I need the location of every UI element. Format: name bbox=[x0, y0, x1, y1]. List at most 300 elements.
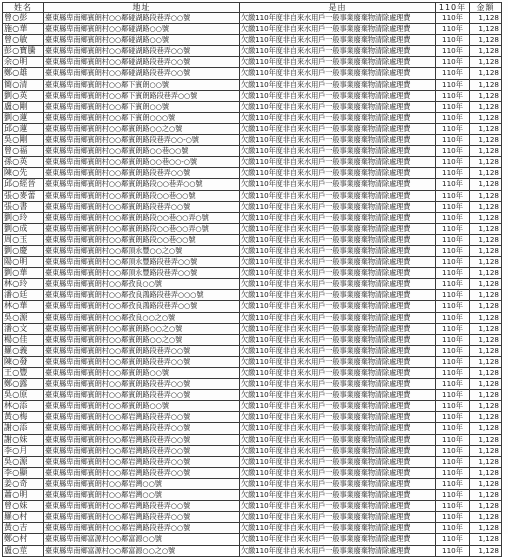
cell-year: 110年 bbox=[436, 68, 470, 79]
table-row bbox=[3, 312, 502, 323]
cell-name: 邱○蓮 bbox=[3, 123, 44, 134]
cell-year: 110年 bbox=[436, 523, 470, 534]
table-row bbox=[3, 290, 502, 301]
cell-reason: 欠繳110年度非自來水用戶一般事業廢棄物清除處理費 bbox=[240, 445, 436, 456]
cell-amount: 1,128 bbox=[470, 146, 502, 157]
table-row bbox=[3, 13, 502, 24]
cell-address: 臺東縣卑南鄉富源村○○鄰富源○○之○號 bbox=[44, 545, 240, 556]
table-row bbox=[3, 390, 502, 401]
table-row bbox=[3, 356, 502, 367]
cell-year: 110年 bbox=[436, 257, 470, 268]
table-row bbox=[3, 501, 502, 512]
table-row bbox=[3, 334, 502, 345]
table-row bbox=[3, 135, 502, 146]
header-name: 姓名 bbox=[3, 3, 44, 13]
cell-amount: 1,128 bbox=[470, 290, 502, 301]
cell-address: 臺東縣卑南鄉賓朗村○○鄰賓朗路段○○巷○○號 bbox=[44, 234, 240, 245]
cell-amount: 1,128 bbox=[470, 123, 502, 134]
cell-reason: 欠繳110年度非自來水用戶一般事業廢棄物清除處理費 bbox=[240, 112, 436, 123]
cell-address: 臺東縣卑南鄉賓朗村○○鄰碰湖路段巷弄○○號 bbox=[44, 13, 240, 24]
cell-year: 110年 bbox=[436, 168, 470, 179]
table-row bbox=[3, 379, 502, 390]
cell-amount: 1,128 bbox=[470, 434, 502, 445]
cell-amount: 1,128 bbox=[470, 467, 502, 478]
cell-year: 110年 bbox=[436, 234, 470, 245]
table-row bbox=[3, 201, 502, 212]
cell-reason: 欠繳110年度非自來水用戶一般事業廢棄物清除處理費 bbox=[240, 456, 436, 467]
cell-year: 110年 bbox=[436, 90, 470, 101]
cell-amount: 1,128 bbox=[470, 257, 502, 268]
header-address: 地址 bbox=[44, 3, 240, 13]
table-row bbox=[3, 245, 502, 256]
cell-year: 110年 bbox=[436, 146, 470, 157]
cell-year: 110年 bbox=[436, 412, 470, 423]
cell-amount: 1,128 bbox=[470, 13, 502, 24]
cell-reason: 欠繳110年度非自來水用戶一般事業廢棄物清除處理費 bbox=[240, 146, 436, 157]
cell-year: 110年 bbox=[436, 157, 470, 168]
cell-name: 李○顯 bbox=[3, 467, 44, 478]
cell-address: 臺東縣卑南鄉賓朗村○○鄰賓朗路○○之○號 bbox=[44, 323, 240, 334]
cell-address: 臺東縣卑南鄉賓朗村○○鄰碰湖路段巷弄○○號 bbox=[44, 57, 240, 68]
cell-name: 羅○村 bbox=[3, 512, 44, 523]
cell-amount: 1,128 bbox=[470, 190, 502, 201]
cell-reason: 欠繳110年度非自來水用戶一般事業廢棄物清除處理費 bbox=[240, 356, 436, 367]
table-row bbox=[3, 512, 502, 523]
cell-name: 潘○文 bbox=[3, 323, 44, 334]
cell-address: 臺東縣卑南鄉賓朗村○○鄰賓朗路○○號 bbox=[44, 401, 240, 412]
cell-reason: 欠繳110年度非自來水用戶一般事業廢棄物清除處理費 bbox=[240, 46, 436, 57]
table-row bbox=[3, 190, 502, 201]
cell-address: 臺東縣卑南鄉賓朗村○○鄰碰湖路○○號 bbox=[44, 35, 240, 46]
cell-address: 臺東縣卑南鄉賓朗村○○鄰岩灣路段巷弄○○號 bbox=[44, 445, 240, 456]
cell-name: 吳○原 bbox=[3, 390, 44, 401]
cell-address: 臺東縣卑南鄉賓朗村○○鄰岩灣路段巷弄○○號 bbox=[44, 423, 240, 434]
table-row bbox=[3, 179, 502, 190]
cell-year: 110年 bbox=[436, 312, 470, 323]
cell-year: 110年 bbox=[436, 534, 470, 545]
cell-reason: 欠繳110年度非自來水用戶一般事業廢棄物清除處理費 bbox=[240, 234, 436, 245]
table-row bbox=[3, 146, 502, 157]
cell-address: 臺東縣卑南鄉賓朗村○○鄰賓朗路段巷弄○○號 bbox=[44, 345, 240, 356]
cell-reason: 欠繳110年度非自來水用戶一般事業廢棄物清除處理費 bbox=[240, 368, 436, 379]
cell-name: 陽○明 bbox=[3, 257, 44, 268]
cell-name: 吳○源 bbox=[3, 312, 44, 323]
cell-amount: 1,128 bbox=[470, 390, 502, 401]
cell-address: 臺東縣卑南鄉賓朗村○○鄰岩灣○○號 bbox=[44, 490, 240, 501]
table-row bbox=[3, 345, 502, 356]
cell-address: 臺東縣卑南鄉賓朗村○○鄰賓朗路段巷弄○○號 bbox=[44, 201, 240, 212]
cell-name: 曾○彭 bbox=[3, 13, 44, 24]
cell-address: 臺東縣卑南鄉賓朗村○○鄰賓朗路段巷弄○○號 bbox=[44, 168, 240, 179]
cell-amount: 1,128 bbox=[470, 512, 502, 523]
cell-name: 蕭○明 bbox=[3, 490, 44, 501]
cell-reason: 欠繳110年度非自來水用戶一般事業廢棄物清除處理費 bbox=[240, 323, 436, 334]
cell-amount: 1,128 bbox=[470, 46, 502, 57]
cell-year: 110年 bbox=[436, 268, 470, 279]
cell-year: 110年 bbox=[436, 334, 470, 345]
cell-year: 110年 bbox=[436, 401, 470, 412]
cell-reason: 欠繳110年度非自來水用戶一般事業廢棄物清除處理費 bbox=[240, 301, 436, 312]
cell-year: 110年 bbox=[436, 13, 470, 24]
cell-reason: 欠繳110年度非自來水用戶一般事業廢棄物清除處理費 bbox=[240, 467, 436, 478]
cell-amount: 1,128 bbox=[470, 490, 502, 501]
table-body bbox=[3, 13, 502, 557]
cell-reason: 欠繳110年度非自來水用戶一般事業廢棄物清除處理費 bbox=[240, 434, 436, 445]
cell-year: 110年 bbox=[436, 101, 470, 112]
cell-year: 110年 bbox=[436, 57, 470, 68]
cell-reason: 欠繳110年度非自來水用戶一般事業廢棄物清除處理費 bbox=[240, 157, 436, 168]
cell-amount: 1,128 bbox=[470, 112, 502, 123]
cell-name: 謝○妹 bbox=[3, 434, 44, 445]
cell-address: 臺東縣卑南鄉賓朗村○○鄰頂永豐○○之○號 bbox=[44, 245, 240, 256]
cell-year: 110年 bbox=[436, 190, 470, 201]
cell-reason: 欠繳110年度非自來水用戶一般事業廢棄物清除處理費 bbox=[240, 334, 436, 345]
cell-address: 臺東縣卑南鄉賓朗村○○鄰岩灣路段巷弄○○號 bbox=[44, 523, 240, 534]
cell-reason: 欠繳110年度非自來水用戶一般事業廢棄物清除處理費 bbox=[240, 379, 436, 390]
cell-address: 臺東縣卑南鄉賓朗村○○鄰岩灣○○號 bbox=[44, 478, 240, 489]
cell-address: 臺東縣卑南鄉賓朗村○○鄰賓朗路○○巷○○-○號 bbox=[44, 157, 240, 168]
cell-address: 臺東縣卑南鄉賓朗村○○鄰賓朗路段巷弄○○號 bbox=[44, 390, 240, 401]
cell-address: 臺東縣卑南鄉賓朗村○○鄰頂永豐路段巷弄○○號 bbox=[44, 257, 240, 268]
cell-amount: 1,128 bbox=[470, 534, 502, 545]
cell-amount: 1,128 bbox=[470, 323, 502, 334]
cell-address: 臺東縣卑南鄉賓朗村○○鄰碰湖路段巷弄○○號 bbox=[44, 68, 240, 79]
cell-address: 臺東縣卑南鄉賓朗村○○鄰孜良○○之○號 bbox=[44, 312, 240, 323]
cell-reason: 欠繳110年度非自來水用戶一般事業廢棄物清除處理費 bbox=[240, 478, 436, 489]
table-row bbox=[3, 478, 502, 489]
cell-address: 臺東縣卑南鄉賓朗村○○鄰碰湖路段巷弄○○號 bbox=[44, 46, 240, 57]
cell-address: 臺東縣卑南鄉賓朗村○○鄰孜良鴻路段巷弄○○○號 bbox=[44, 290, 240, 301]
cell-amount: 1,128 bbox=[470, 223, 502, 234]
cell-address: 臺東縣卑南鄉賓朗村○○鄰賓朗路段○○巷○○號 bbox=[44, 190, 240, 201]
table-row bbox=[3, 68, 502, 79]
cell-amount: 1,128 bbox=[470, 334, 502, 345]
cell-reason: 欠繳110年度非自來水用戶一般事業廢棄物清除處理費 bbox=[240, 312, 436, 323]
table-row bbox=[3, 490, 502, 501]
table-row bbox=[3, 434, 502, 445]
cell-amount: 1,128 bbox=[470, 35, 502, 46]
cell-name: 王○豐 bbox=[3, 368, 44, 379]
cell-address: 臺東縣卑南鄉賓朗村○○鄰賓朗路段巷弄○○號 bbox=[44, 379, 240, 390]
cell-year: 110年 bbox=[436, 112, 470, 123]
cell-amount: 1,128 bbox=[470, 157, 502, 168]
cell-amount: 1,128 bbox=[470, 168, 502, 179]
header-amount: 金額 bbox=[470, 3, 502, 13]
table-row bbox=[3, 268, 502, 279]
table-row bbox=[3, 90, 502, 101]
cell-name: 劉○華 bbox=[3, 268, 44, 279]
cell-reason: 欠繳110年度非自來水用戶一般事業廢棄物清除處理費 bbox=[240, 245, 436, 256]
cell-year: 110年 bbox=[436, 467, 470, 478]
cell-year: 110年 bbox=[436, 301, 470, 312]
cell-year: 110年 bbox=[436, 24, 470, 35]
cell-address: 臺東縣卑南鄉賓朗村○○鄰下賓朗○○號 bbox=[44, 79, 240, 90]
table-row bbox=[3, 401, 502, 412]
cell-year: 110年 bbox=[436, 279, 470, 290]
cell-name: 曾○敏 bbox=[3, 35, 44, 46]
cell-name: 林○華 bbox=[3, 301, 44, 312]
cell-amount: 1,128 bbox=[470, 423, 502, 434]
cell-name: 吳○剛 bbox=[3, 135, 44, 146]
cell-amount: 1,128 bbox=[470, 234, 502, 245]
cell-address: 臺東縣卑南鄉賓朗村○○鄰岩灣路段巷弄○○號 bbox=[44, 456, 240, 467]
table-row bbox=[3, 123, 502, 134]
cell-amount: 1,128 bbox=[470, 101, 502, 112]
cell-name: 張○麥蕾 bbox=[3, 190, 44, 201]
cell-amount: 1,128 bbox=[470, 523, 502, 534]
cell-name: 彭○寶騰 bbox=[3, 46, 44, 57]
header-row bbox=[3, 3, 502, 13]
cell-reason: 欠繳110年度非自來水用戶一般事業廢棄物清除處理費 bbox=[240, 79, 436, 90]
cell-amount: 1,128 bbox=[470, 456, 502, 467]
cell-address: 臺東縣卑南鄉賓朗村○○鄰下賓朗○○○號 bbox=[44, 112, 240, 123]
cell-name: 劉○玲 bbox=[3, 212, 44, 223]
cell-amount: 1,128 bbox=[470, 279, 502, 290]
cell-year: 110年 bbox=[436, 390, 470, 401]
cell-amount: 1,128 bbox=[470, 201, 502, 212]
cell-reason: 欠繳110年度非自來水用戶一般事業廢棄物清除處理費 bbox=[240, 68, 436, 79]
cell-name: 謝○添 bbox=[3, 423, 44, 434]
cell-address: 臺東縣卑南鄉賓朗村○○鄰賓朗路○○號 bbox=[44, 368, 240, 379]
cell-amount: 1,128 bbox=[470, 179, 502, 190]
table-row bbox=[3, 545, 502, 556]
cell-year: 110年 bbox=[436, 490, 470, 501]
cell-name: 鄭○雄 bbox=[3, 68, 44, 79]
cell-name: 張○書 bbox=[3, 201, 44, 212]
table-row bbox=[3, 301, 502, 312]
cell-name: 周○玉 bbox=[3, 234, 44, 245]
cell-name: 孫○英 bbox=[3, 157, 44, 168]
cell-name: 羅○義 bbox=[3, 345, 44, 356]
cell-name: 劉○英 bbox=[3, 90, 44, 101]
cell-reason: 欠繳110年度非自來水用戶一般事業廢棄物清除處理費 bbox=[240, 534, 436, 545]
table-row bbox=[3, 223, 502, 234]
cell-name: 林○玲 bbox=[3, 279, 44, 290]
cell-year: 110年 bbox=[436, 79, 470, 90]
cell-address: 臺東縣卑南鄉賓朗村○○鄰賓朗路段巷弄○○號 bbox=[44, 356, 240, 367]
cell-name: 邱○經晉 bbox=[3, 179, 44, 190]
cell-amount: 1,128 bbox=[470, 445, 502, 456]
cell-reason: 欠繳110年度非自來水用戶一般事業廢棄物清除處理費 bbox=[240, 201, 436, 212]
cell-name: 劉○成 bbox=[3, 223, 44, 234]
cell-amount: 1,128 bbox=[470, 90, 502, 101]
cell-reason: 欠繳110年度非自來水用戶一般事業廢棄物清除處理費 bbox=[240, 168, 436, 179]
cell-year: 110年 bbox=[436, 35, 470, 46]
cell-address: 臺東縣卑南鄉賓朗村○○鄰碰湖路○○號 bbox=[44, 24, 240, 35]
cell-amount: 1,128 bbox=[470, 245, 502, 256]
cell-amount: 1,128 bbox=[470, 412, 502, 423]
cell-reason: 欠繳110年度非自來水用戶一般事業廢棄物清除處理費 bbox=[240, 135, 436, 146]
table-row bbox=[3, 257, 502, 268]
header-reason: 是由 bbox=[240, 3, 436, 13]
cell-name: 曾○福 bbox=[3, 146, 44, 157]
cell-address: 臺東縣卑南鄉賓朗村○○鄰賓朗路段巷弄○○-○號 bbox=[44, 135, 240, 146]
cell-year: 110年 bbox=[436, 478, 470, 489]
cell-year: 110年 bbox=[436, 512, 470, 523]
table-row bbox=[3, 423, 502, 434]
table-row bbox=[3, 523, 502, 534]
cell-name: 吳○源 bbox=[3, 456, 44, 467]
cell-name: 陳○發 bbox=[3, 356, 44, 367]
cell-reason: 欠繳110年度非自來水用戶一般事業廢棄物清除處理費 bbox=[240, 268, 436, 279]
table-row bbox=[3, 445, 502, 456]
cell-amount: 1,128 bbox=[470, 478, 502, 489]
cell-reason: 欠繳110年度非自來水用戶一般事業廢棄物清除處理費 bbox=[240, 223, 436, 234]
cell-reason: 欠繳110年度非自來水用戶一般事業廢棄物清除處理費 bbox=[240, 401, 436, 412]
table-row bbox=[3, 467, 502, 478]
cell-reason: 欠繳110年度非自來水用戶一般事業廢棄物清除處理費 bbox=[240, 190, 436, 201]
cell-name: 施○華 bbox=[3, 24, 44, 35]
cell-amount: 1,128 bbox=[470, 501, 502, 512]
cell-reason: 欠繳110年度非自來水用戶一般事業廢棄物清除處理費 bbox=[240, 490, 436, 501]
cell-amount: 1,128 bbox=[470, 312, 502, 323]
cell-reason: 欠繳110年度非自來水用戶一般事業廢棄物清除處理費 bbox=[240, 257, 436, 268]
table-row bbox=[3, 279, 502, 290]
cell-name: 盧○莖 bbox=[3, 545, 44, 556]
cell-address: 臺東縣卑南鄉賓朗村○○鄰孜良○○號 bbox=[44, 279, 240, 290]
cell-reason: 欠繳110年度非自來水用戶一般事業廢棄物清除處理費 bbox=[240, 545, 436, 556]
cell-year: 110年 bbox=[436, 179, 470, 190]
table-row bbox=[3, 234, 502, 245]
cell-amount: 1,128 bbox=[470, 24, 502, 35]
cell-amount: 1,128 bbox=[470, 368, 502, 379]
cell-address: 臺東縣卑南鄉賓朗村○○鄰岩灣路段巷弄○○號 bbox=[44, 512, 240, 523]
cell-amount: 1,128 bbox=[470, 301, 502, 312]
cell-year: 110年 bbox=[436, 545, 470, 556]
table-row bbox=[3, 212, 502, 223]
cell-reason: 欠繳110年度非自來水用戶一般事業廢棄物清除處理費 bbox=[240, 57, 436, 68]
table-row bbox=[3, 168, 502, 179]
table-row bbox=[3, 112, 502, 123]
cell-year: 110年 bbox=[436, 456, 470, 467]
cell-name: 楊○佳 bbox=[3, 334, 44, 345]
cell-address: 臺東縣卑南鄉賓朗村○○鄰賓朗路段○○巷弄○○號 bbox=[44, 179, 240, 190]
cell-name: 林○添 bbox=[3, 401, 44, 412]
cell-reason: 欠繳110年度非自來水用戶一般事業廢棄物清除處理費 bbox=[240, 13, 436, 24]
cell-address: 臺東縣卑南鄉賓朗村○○鄰孜良鴻路段巷弄○○號 bbox=[44, 301, 240, 312]
cell-amount: 1,128 bbox=[470, 57, 502, 68]
table-row bbox=[3, 368, 502, 379]
cell-reason: 欠繳110年度非自來水用戶一般事業廢棄物清除處理費 bbox=[240, 390, 436, 401]
cell-amount: 1,128 bbox=[470, 268, 502, 279]
cell-address: 臺東縣卑南鄉賓朗村○○鄰賓朗路段○○巷○○弄○號 bbox=[44, 223, 240, 234]
cell-name: 盧○剛 bbox=[3, 101, 44, 112]
cell-year: 110年 bbox=[436, 223, 470, 234]
cell-address: 臺東縣卑南鄉賓朗村○○鄰賓朗路○○之○號 bbox=[44, 123, 240, 134]
cell-name: 黃○梅 bbox=[3, 412, 44, 423]
cell-reason: 欠繳110年度非自來水用戶一般事業廢棄物清除處理費 bbox=[240, 523, 436, 534]
cell-address: 臺東縣卑南鄉賓朗村○○鄰岩灣路段巷弄○○號 bbox=[44, 467, 240, 478]
cell-name: 姜○奇 bbox=[3, 478, 44, 489]
cell-reason: 欠繳110年度非自來水用戶一般事業廢棄物清除處理費 bbox=[240, 345, 436, 356]
cell-year: 110年 bbox=[436, 368, 470, 379]
cell-reason: 欠繳110年度非自來水用戶一般事業廢棄物清除處理費 bbox=[240, 179, 436, 190]
cell-year: 110年 bbox=[436, 46, 470, 57]
cell-name: 陳○先 bbox=[3, 168, 44, 179]
cell-amount: 1,128 bbox=[470, 79, 502, 90]
table-row bbox=[3, 101, 502, 112]
header-year: 110年 bbox=[436, 3, 470, 13]
cell-address: 臺東縣卑南鄉賓朗村○○鄰賓朗路○○巷○○號 bbox=[44, 146, 240, 157]
cell-name: 余○明 bbox=[3, 57, 44, 68]
table-row bbox=[3, 534, 502, 545]
cell-address: 臺東縣卑南鄉賓朗村○○鄰下賓朗○○號 bbox=[44, 101, 240, 112]
cell-address: 臺東縣卑南鄉賓朗村○○鄰下賓朗路段巷弄○○號 bbox=[44, 90, 240, 101]
cell-year: 110年 bbox=[436, 434, 470, 445]
table-row bbox=[3, 24, 502, 35]
cell-year: 110年 bbox=[436, 135, 470, 146]
cell-name: 曾○妹 bbox=[3, 501, 44, 512]
cell-year: 110年 bbox=[436, 201, 470, 212]
cell-name: 劉○慶 bbox=[3, 245, 44, 256]
cell-amount: 1,128 bbox=[470, 356, 502, 367]
cell-amount: 1,128 bbox=[470, 68, 502, 79]
cell-year: 110年 bbox=[436, 123, 470, 134]
cell-address: 臺東縣卑南鄉富源村○○鄰富源○○號 bbox=[44, 534, 240, 545]
cell-reason: 欠繳110年度非自來水用戶一般事業廢棄物清除處理費 bbox=[240, 24, 436, 35]
cell-reason: 欠繳110年度非自來水用戶一般事業廢棄物清除處理費 bbox=[240, 101, 436, 112]
table-row bbox=[3, 323, 502, 334]
cell-address: 臺東縣卑南鄉賓朗村○○鄰賓朗路○○之○號 bbox=[44, 334, 240, 345]
cell-reason: 欠繳110年度非自來水用戶一般事業廢棄物清除處理費 bbox=[240, 90, 436, 101]
cell-amount: 1,128 bbox=[470, 345, 502, 356]
table-header bbox=[3, 3, 502, 13]
table-row bbox=[3, 157, 502, 168]
cell-reason: 欠繳110年度非自來水用戶一般事業廢棄物清除處理費 bbox=[240, 35, 436, 46]
cell-year: 110年 bbox=[436, 345, 470, 356]
cell-address: 臺東縣卑南鄉賓朗村○○鄰岩灣路段巷弄○○號 bbox=[44, 501, 240, 512]
cell-address: 臺東縣卑南鄉賓朗村○○鄰頂永豐路段巷弄○○號 bbox=[44, 268, 240, 279]
cell-name: 潘○廷 bbox=[3, 290, 44, 301]
cell-reason: 欠繳110年度非自來水用戶一般事業廢棄物清除處理費 bbox=[240, 123, 436, 134]
cell-reason: 欠繳110年度非自來水用戶一般事業廢棄物清除處理費 bbox=[240, 412, 436, 423]
cell-year: 110年 bbox=[436, 501, 470, 512]
cell-reason: 欠繳110年度非自來水用戶一般事業廢棄物清除處理費 bbox=[240, 212, 436, 223]
cell-year: 110年 bbox=[436, 245, 470, 256]
cell-address: 臺東縣卑南鄉賓朗村○○鄰岩灣路段巷弄○○號 bbox=[44, 412, 240, 423]
cell-year: 110年 bbox=[436, 323, 470, 334]
cell-name: 劉○蓮 bbox=[3, 112, 44, 123]
cell-amount: 1,128 bbox=[470, 401, 502, 412]
cell-year: 110年 bbox=[436, 445, 470, 456]
cell-name: 簡○清 bbox=[3, 79, 44, 90]
cell-amount: 1,128 bbox=[470, 545, 502, 556]
cell-amount: 1,128 bbox=[470, 135, 502, 146]
cell-address: 臺東縣卑南鄉賓朗村○○鄰岩灣路段巷弄○○號 bbox=[44, 434, 240, 445]
cell-year: 110年 bbox=[436, 379, 470, 390]
cell-reason: 欠繳110年度非自來水用戶一般事業廢棄物清除處理費 bbox=[240, 501, 436, 512]
cell-year: 110年 bbox=[436, 290, 470, 301]
cell-year: 110年 bbox=[436, 423, 470, 434]
table-row bbox=[3, 412, 502, 423]
cell-year: 110年 bbox=[436, 212, 470, 223]
cell-year: 110年 bbox=[436, 356, 470, 367]
cell-amount: 1,128 bbox=[470, 212, 502, 223]
cell-name: 鄭○村 bbox=[3, 534, 44, 545]
cell-reason: 欠繳110年度非自來水用戶一般事業廢棄物清除處理費 bbox=[240, 279, 436, 290]
cell-reason: 欠繳110年度非自來水用戶一般事業廢棄物清除處理費 bbox=[240, 290, 436, 301]
cell-amount: 1,128 bbox=[470, 379, 502, 390]
cell-address: 臺東縣卑南鄉賓朗村○○鄰賓朗路段○○巷○○弄○號 bbox=[44, 212, 240, 223]
table-row bbox=[3, 57, 502, 68]
cell-name: 黃○吉 bbox=[3, 523, 44, 534]
cell-reason: 欠繳110年度非自來水用戶一般事業廢棄物清除處理費 bbox=[240, 512, 436, 523]
table-row bbox=[3, 456, 502, 467]
cell-reason: 欠繳110年度非自來水用戶一般事業廢棄物清除處理費 bbox=[240, 423, 436, 434]
cell-name: 鄭○露 bbox=[3, 379, 44, 390]
arrears-table bbox=[2, 2, 502, 557]
cell-name: 李○月 bbox=[3, 445, 44, 456]
